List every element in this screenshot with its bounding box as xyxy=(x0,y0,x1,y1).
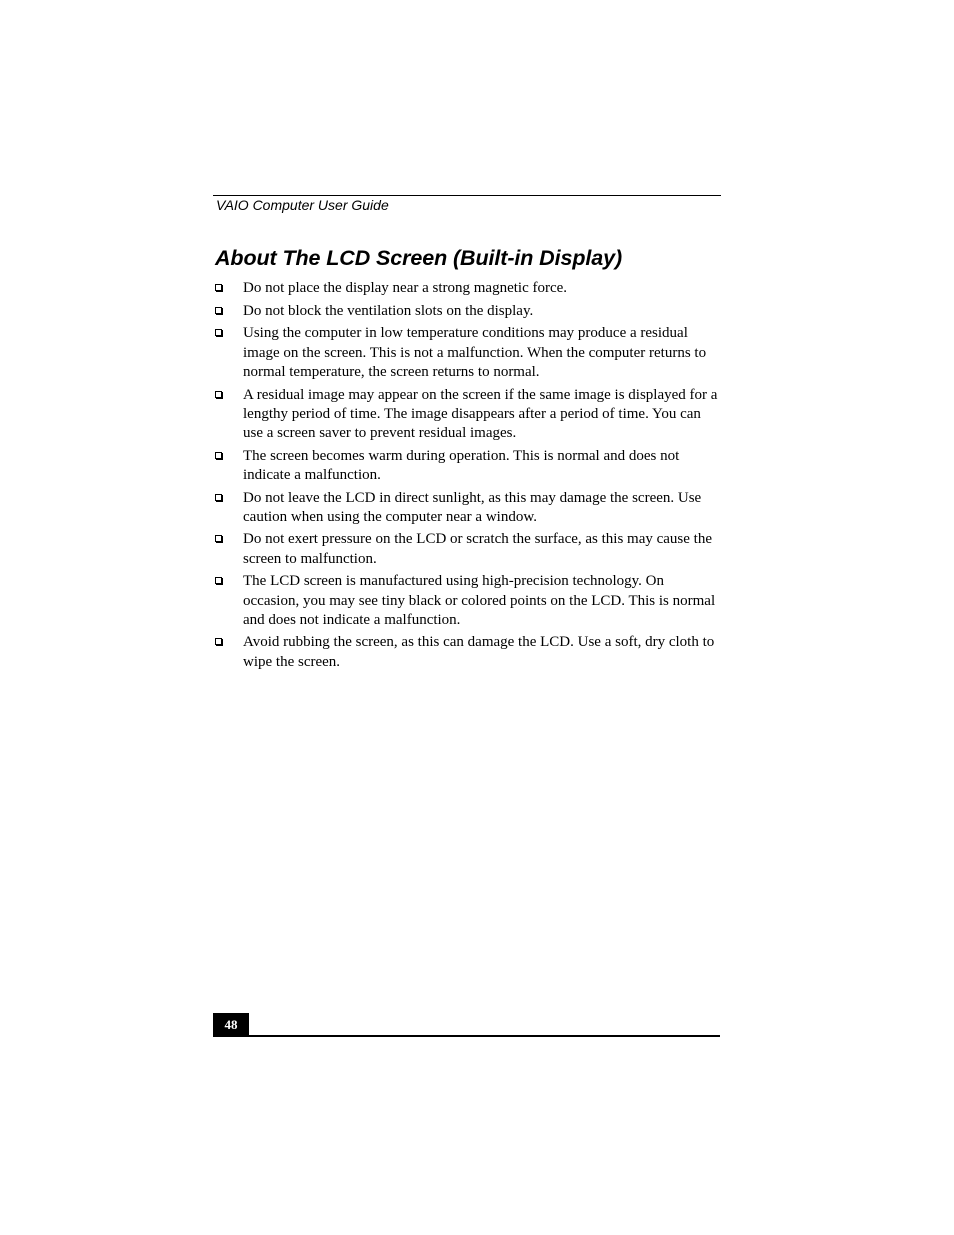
list-item-text: Do not place the display near a strong magnetic force. xyxy=(243,280,568,296)
list-item xyxy=(214,279,722,298)
list-item-text: Do not block the ventilation slots on the display. xyxy=(243,302,534,319)
list-item xyxy=(214,530,722,568)
list-item xyxy=(214,572,722,630)
header-rule xyxy=(213,195,721,196)
square-bullet-icon xyxy=(215,494,222,501)
square-bullet-icon xyxy=(215,284,222,291)
section-title: About The LCD Screen (Built-in Display) xyxy=(215,246,623,270)
list-item xyxy=(214,324,722,382)
page-number-badge: 48 xyxy=(213,1013,249,1036)
list-item-text: Avoid rubbing the screen, as this can damage the LCD. Use a soft, dry cloth to wipe the screen. xyxy=(243,634,715,670)
square-bullet-icon xyxy=(215,452,222,459)
list-item-text: Using the computer in low temperature conditions may produce a residual image on the screen. This is not a malfunction. When the computer returns to normal temperature, the screen returns to normal. xyxy=(243,325,707,380)
square-bullet-icon xyxy=(215,391,222,398)
list-item-text: Do not exert pressure on the LCD or scratch the surface, as this may cause the screen to malfunction. xyxy=(243,531,713,567)
square-bullet-icon xyxy=(215,535,222,542)
list-item xyxy=(214,386,722,444)
square-bullet-icon xyxy=(215,638,222,645)
bullet-list xyxy=(214,279,722,675)
list-item xyxy=(214,302,722,321)
list-item-text: The screen becomes warm during operation. This is normal and does not indicate a malfunction. xyxy=(243,447,680,483)
list-item-text: Do not leave the LCD in direct sunlight, as this may damage the screen. Use caution when using the computer near a window. xyxy=(243,489,702,525)
footer-rule xyxy=(213,1035,720,1037)
list-item-text: A residual image may appear on the screen if the same image is displayed for a lengthy period of time. The image disappears after a period of time. You can use a screen saver to prevent residual images. xyxy=(243,386,718,441)
list-item xyxy=(214,633,722,671)
list-item xyxy=(214,489,722,527)
square-bullet-icon xyxy=(215,329,222,336)
square-bullet-icon xyxy=(215,577,222,584)
running-head: VAIO Computer User Guide xyxy=(216,197,389,213)
list-item xyxy=(214,447,722,485)
list-item-text: The LCD screen is manufactured using high-precision technology. On occasion, you may see tiny black or colored points on the LCD. This is normal and does not indicate a malfunction. xyxy=(243,573,716,628)
square-bullet-icon xyxy=(215,307,222,314)
